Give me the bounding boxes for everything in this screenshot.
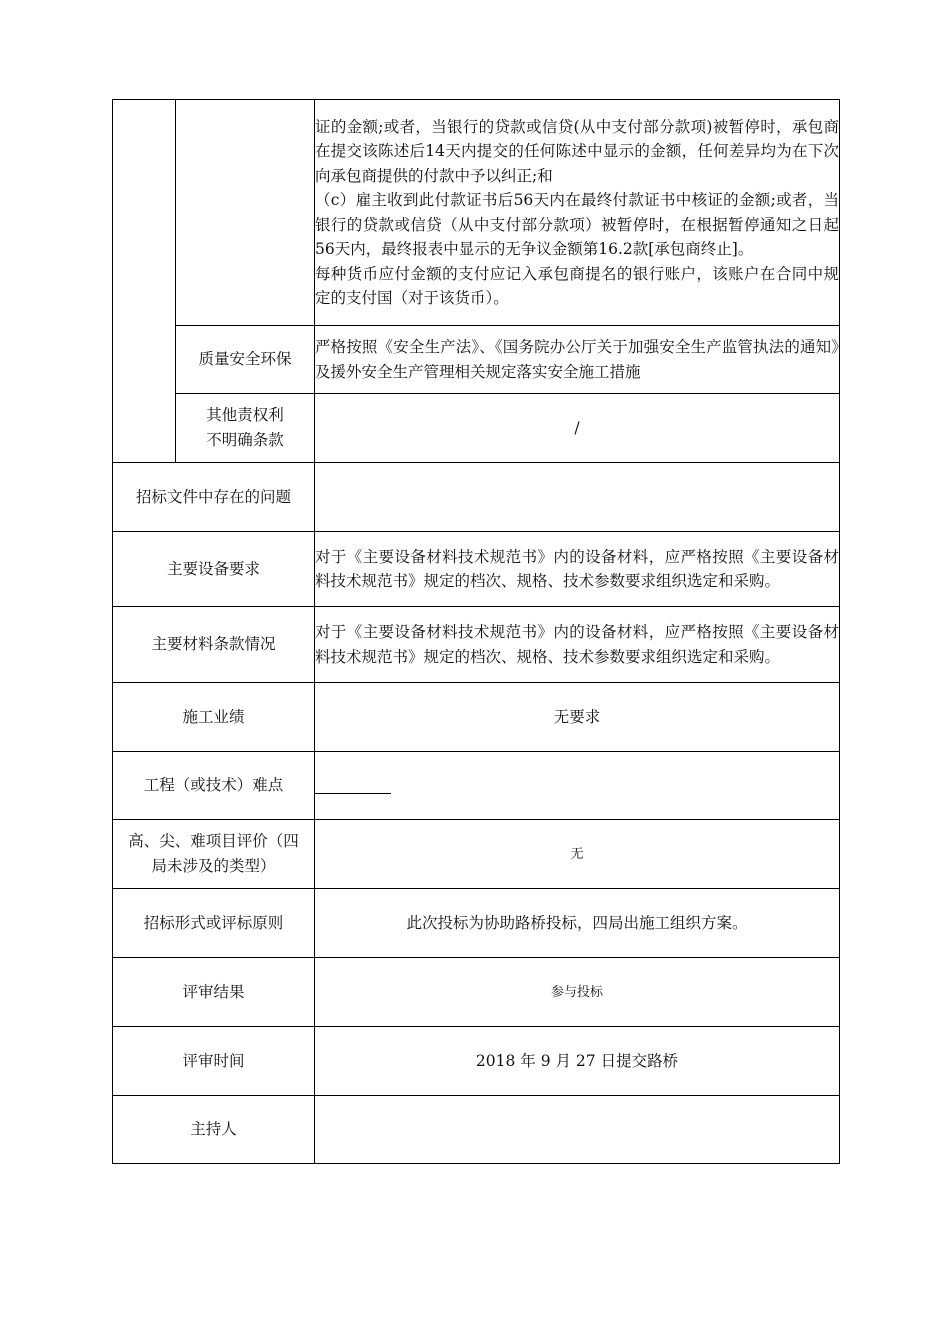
difficulty-value [315, 752, 840, 820]
review-time-label: 评审时间 [113, 1027, 315, 1096]
evaluation-label [113, 820, 315, 889]
payment-paragraph: 证的金额;或者，当银行的贷款或信贷(从中支付部分款项)被暂停时，承包商在提交该陈述后14天内提交的任何陈述中显示的金额，任何差异均为在下次向承包商提供的付款中予以纠正;和 [315, 117, 839, 185]
payment-paragraph: （c）雇主收到此付款证书后56天内在最终付款证书中核证的金额;或者，当银行的贷款或信贷（从中支付部分款项）被暂停时，在根据暂停通知之日起56天内，最终报表中显示的无争议金额第16.2款[承包商终止]。 [315, 191, 839, 258]
issues-label: 招标文件中存在的问题 [113, 463, 315, 532]
table-row [113, 820, 840, 889]
difficulty-label: 工程（或技术）难点 [113, 752, 315, 820]
table-row [113, 1027, 840, 1096]
table-row [113, 683, 840, 752]
other-rights-value: / [315, 394, 840, 463]
payment-terms-cell [315, 100, 840, 326]
table-row [113, 463, 840, 532]
table-row [113, 752, 840, 820]
evaluation-value: 无 [315, 820, 840, 889]
evaluation-label-line: 高、尖、难项目评价（四 [128, 832, 299, 850]
table-row [113, 607, 840, 683]
bidding-form-label: 招标形式或评标原则 [113, 889, 315, 958]
review-time-value: 2018 年 9 月 27 日提交路桥 [315, 1027, 840, 1096]
evaluation-label-line: 局未涉及的类型） [151, 857, 276, 875]
equipment-label: 主要设备要求 [113, 532, 315, 607]
table-row [113, 394, 840, 463]
table-row [113, 326, 840, 394]
performance-value: 无要求 [315, 683, 840, 752]
review-result-label: 评审结果 [113, 958, 315, 1027]
equipment-value: 对于《主要设备材料技术规范书》内的设备材料，应严格按照《主要设备材料技术规范书》规定的档次、规格、技术参数要求组织选定和采购。 [315, 532, 840, 607]
issues-value [315, 463, 840, 532]
blank-underline [315, 781, 391, 794]
bidding-form-value: 此次投标为协助路桥投标，四局出施工组织方案。 [315, 889, 840, 958]
table-row [113, 100, 840, 326]
payment-label-cell [176, 100, 315, 326]
table-row [113, 1096, 840, 1164]
materials-label: 主要材料条款情况 [113, 607, 315, 683]
host-value [315, 1096, 840, 1164]
performance-label: 施工业绩 [113, 683, 315, 752]
bid-review-table [112, 99, 840, 1164]
table-row [113, 889, 840, 958]
table-row [113, 958, 840, 1027]
other-rights-label [176, 394, 315, 463]
host-label: 主持人 [113, 1096, 315, 1164]
other-rights-label-line: 其他责权利 [206, 406, 284, 424]
other-rights-label-line: 不明确条款 [206, 431, 284, 449]
payment-paragraph: 每种货币应付金额的支付应记入承包商提名的银行账户，该账户在合同中规定的支付国（对于该货币）。 [315, 264, 839, 307]
quality-value: 严格按照《安全生产法》、《国务院办公厅关于加强安全生产监管执法的通知》及援外安全生产管理相关规定落实安全施工措施 [315, 326, 840, 394]
review-result-value: 参与投标 [315, 958, 840, 1027]
table-row [113, 532, 840, 607]
quality-label: 质量安全环保 [176, 326, 315, 394]
materials-value: 对于《主要设备材料技术规范书》内的设备材料，应严格按照《主要设备材料技术规范书》规定的档次、规格、技术参数要求组织选定和采购。 [315, 607, 840, 683]
category-cell [113, 100, 176, 463]
